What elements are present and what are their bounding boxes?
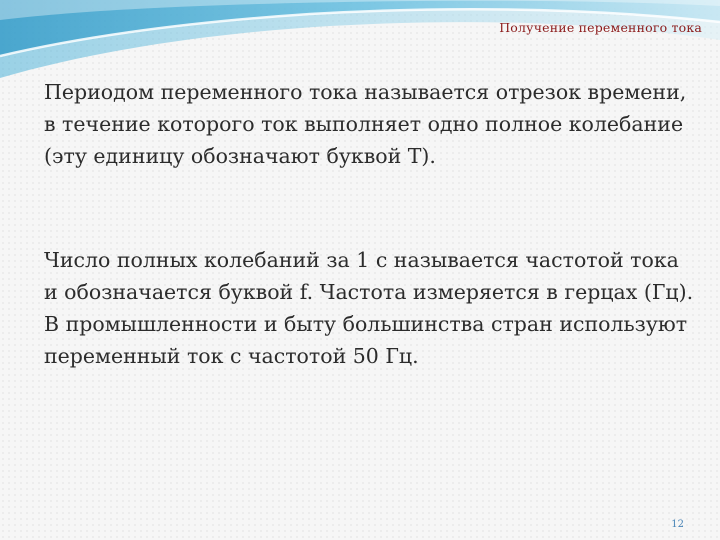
paragraph-frequency-definition: Число полных колебаний за 1 с называется частотой тока и обозначается буквой f. Частота измеряется в герцах (Гц). В промышленности и быту большинства стран используют переменный ток с частотой 50 Гц. [44,248,694,368]
page-number: 12 [671,519,684,530]
slide-header-title: Получение переменного тока [499,20,702,35]
paragraph-period-definition: Периодом переменного тока называется отрезок времени, в течение которого ток выполняет одно полное колебание (эту единицу обозначают буквой Т). [44,80,687,168]
